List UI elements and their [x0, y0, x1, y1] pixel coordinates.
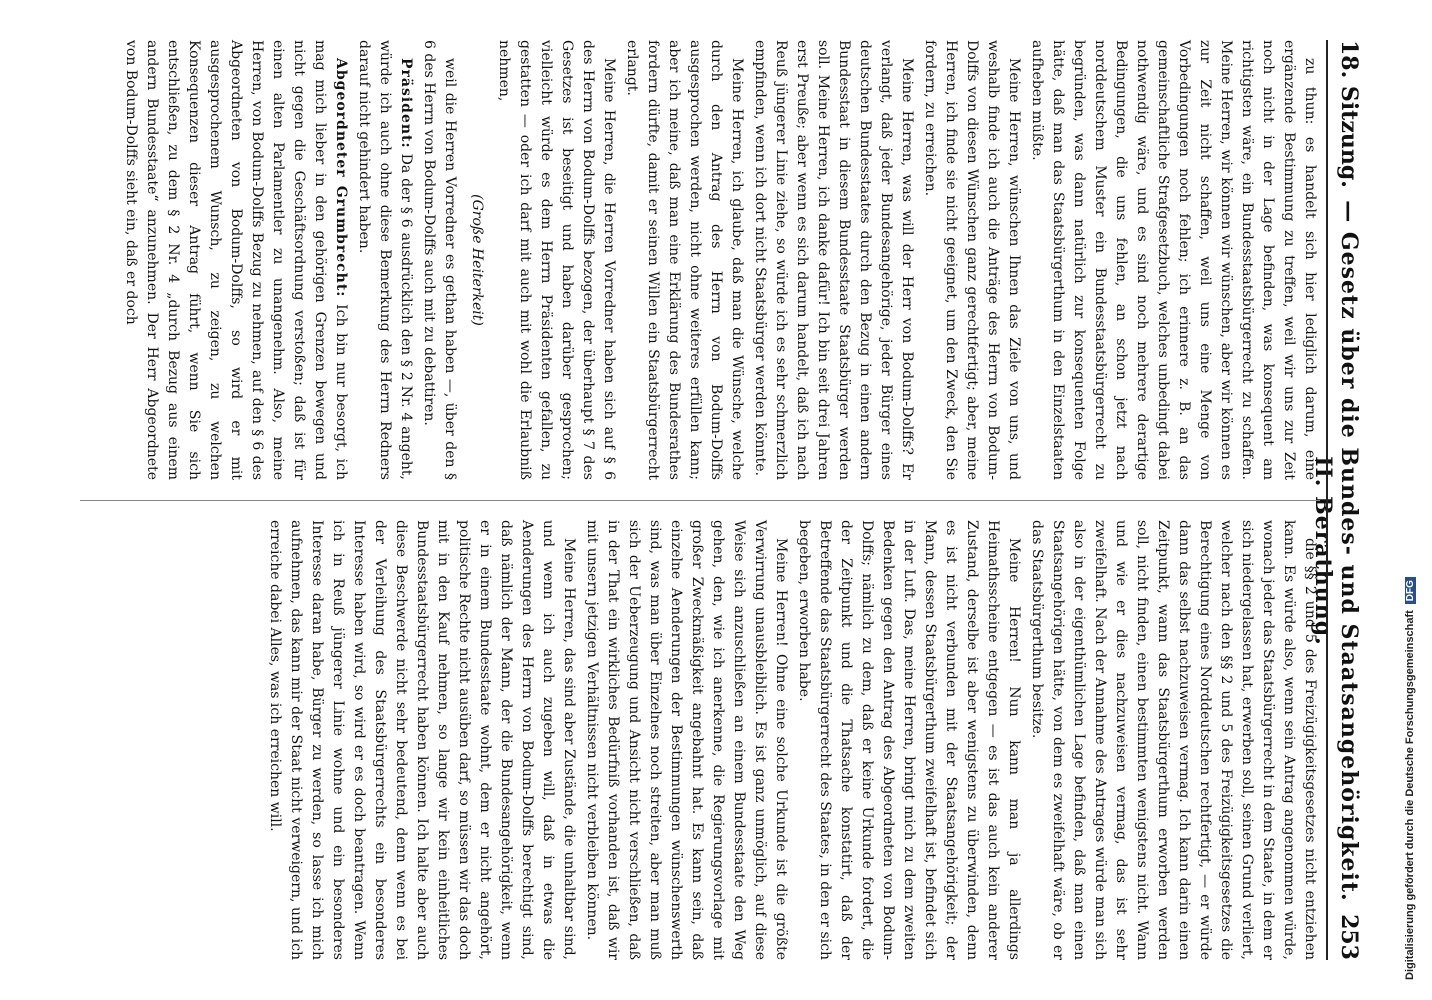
paragraph	[353, 40, 416, 480]
speech-text: Ich bin nur besorgt, ich mag mich lieber in den gehörigen Grenzen bewegen und nicht gegen die Geschäftsordnung verstoßen; daß ist für einen alten Parlamentler zu unangenehm. Also, meine Herren, von Bodum-Dolffs Bezug zu nehmen, auf den § 6 des Abgeordneten von Bodum-Dolffs, so wird er mit ausgesprochenem Wunsch, zu zeigen, zu welchen Konsequenzen dieser Antrag führt, wenn Sie sich entschließen, zu dem § 2 Nr. 4 „durch Bezug aus einem andern Bundesstaate“ anzunehmen. Der Herr Abgeordnete von Bodum-Dolffs sieht ein, daß er doch	[123, 40, 349, 481]
paragraph	[120, 40, 351, 480]
digitization-footer	[1404, 0, 1428, 1000]
paragraph: Meine Herren, wünschen Ihnen das Ziele von uns, und weshalb finde ich auch die Anträge des Herrn von Bodum-Dolffs von diesen Wünschen ganz gerechtfertigt; aber, meine Herren, ich finde sie nicht geeignet, um den Zweck, den Sie fordern, zu erreichen.	[922, 40, 1022, 480]
speech-text: Da der § 6 ausdrücklich den § 2 Nr. 4 angeht, würde ich auch ohne diese Bemerkung des Herrn Redners darauf nicht gehindert haben.	[356, 40, 414, 480]
paragraph: zu thun: es handelt sich hier lediglich darum, eine ergänzende Bestimmung zu treffen, weil wir uns zur Zeit noch nicht in der Lage befinden, was konsequent am richtigsten wäre, ein Bundesstaatsbürgerrecht zu schaffen. Meine Herren, wir können wir wünschen, aber wir können es zur Zeit nicht schaffen, weil uns eine Menge von Vorbedingungen noch fehlen; ich erinnere z. B. an das gemeinschaftliche Strafgesetzbuch, welches unbedingt dabei nothwendig wäre, und es sind noch mehrere derartige Bedingungen, die uns fehlen, an schon jetzt nach norddeutschem Muster ein Bundesstaatsbürgerrecht zu begründen, was dann natürlich zur konsequenten Folge hätte, daß man das Staatsbürgerthum in den Einzelstaaten aufheben müßte.	[1029, 40, 1318, 480]
paragraph: die §§ 2 und 5 des Freizügigkeitsgesetzes nicht entziehen kann. Es würde also, wenn sein Antrag angenommen würde, wonach jeder das Staatsbürgerrecht in dem Staate, in dem er sich niedergelassen hat, erwerben soll, seinen Grund verliert, welcher nach den §§ 2 und 5 des Freizügigkeitsgesetzes die Berechtigung eines Norddeutschen rechtfertigt, — er würde dann das selbst nachzuweisen vermag. Ich kann darin einen Zeitpunkt, wann das Staatsbürgerthum erworben werden soll, nicht finden, einen bestimmten wenigstens nicht. Wann und wie er dies nachzuweisen vermag, das ist sehr zweifelhaft. Nach der Annahme des Antrages würde man sich also in der eigenthümlichen Lage befinden, daß man einen Staatsangehörigen hätte, von dem es zweifelhaft wäre, ob er das Staatsbürgerthum besitze.	[1029, 520, 1318, 960]
column-divider	[80, 500, 1320, 501]
dfg-logo: DFG	[1405, 577, 1416, 604]
paragraph: Meine Herren! Ohne eine solche Urkunde ist die größte Verwirrung unausbleiblich. Es ist ganz unmöglich, auf diese Weise sich anzuschließen an einem Bundesstaate den Weg gehen, den, wie ich anerkenne, die Regierungsvorlage mit großer Zweckmäßigkeit angebahnt hat. Es kann sein, daß einzelne Aenderungen der Bestimmungen wünschenswerth sind, was man über Einzelnes noch streiten, aber man muß sich der Ueberzeugung und Ansicht nicht verschließen, daß in der That ein wirkliches Bedürfniß vorhanden ist, daß wir mit unsern jetzigen Verhältnissen nicht verbleiben können.	[584, 520, 789, 960]
speaker-grumbrecht: Abgeordneter Grumbrecht:	[333, 58, 349, 298]
left-column	[118, 40, 1320, 480]
paragraph: Meine Herren, das sind aber Zustände, die unhaltbar sind, und wenn ich auch zugeben will, daß in etwas die Aenderungen des Herrn von Bodum-Dolffs berechtigt sind, daß nämlich der Mann, der die Bundesangehörigkeit, wenn er in einem Bundesstaate wohnt, dem er nicht angehört, politische Rechte nicht ausüben darf, so müssen wir das doch mit in den Kauf nehmen, so lange wir kein einheitliches Bundesstaatsbürgerrecht haben können. Ich halte aber auch diese Beschwerde nicht sehr bedeutend, denn wenn es bei der Verleihung des Staatsbürgerrechts ein besonderes Interesse haben wird, so wird er es doch beantragen. Wenn ich in Reuß jüngerer Linie wohne und ein besonderes Interesse daran habe, Bürger zu werden, so lasse ich mich aufnehmen, das kann mir der Staat nicht verweigern, und ich erreiche dabei Alles, was ich erreichen will.	[267, 520, 577, 960]
right-column	[262, 520, 1320, 960]
interjection: (Große Heiterkeit)	[469, 194, 485, 326]
paragraph: Meine Herren, die Herren Vorredner haben sich auf § 6 des Herrn von Bodum-Dolffs bezogen, der überhaupt § 7 des Gesetzes ist beseitigt und haben darüber gesprochen; vielleicht würde es dem Herrn Präsidenten gefallen, zu gestatten — oder ich darf mit auch mit wohl die Erlaubniß nehmen,	[496, 40, 617, 480]
session-label: 18. Sitzung.	[1336, 40, 1362, 188]
page-number: 253	[1336, 914, 1362, 960]
digitization-credit: Digitalisierung gefördert durch die Deutsche Forschungsgemeinschaft	[1404, 610, 1416, 980]
paragraph: Meine Herren, ich glaube, daß man die Wünsche, welche durch den Antrag des Herrn von Bodum-Dolffs ausgesprochen werden, nicht ohne weiteres erfüllen kann; aber ich meine, daß man eine Erklärung des Bundesrathes fordern dürfte, damit er seinen Willen ein Staatsbürgerrecht erlangt.	[624, 40, 745, 480]
page-header	[1310, 40, 1362, 960]
paragraph: Meine Herren! Nun kann man ja allerdings Heimathsscheine entgegen — es ist das auch kein anderer Zustand, derselbe ist aber wenigstens zu überwinden, denn es ist nicht verbunden mit der Staatsangehörigkeit; der Mann, dessen Staatsbürgerthum zweifelhaft ist, befindet sich in der Luft. Das, meine Herren, bringt mich zu dem zweiten Bedenken gegen den Antrag des Abgeordneten von Bodum-Dolffs; nämlich zu dem, daß er keine Urkunde fordert, die der Zeitpunkt und die Thatsache konstatirt, daß der Betreffende das Staatsbürgerrecht des Staates, in den er sich begeben, erworben habe.	[796, 520, 1022, 960]
page-title: — Gesetz über die Bundes- und Staatsangehörigkeit. II. Berathung.	[1310, 200, 1362, 902]
paragraph: weil die Herren Vorredner es gethan haben —, über den § 6 des Herrn von Bodum-Dolffs auch mit zu debattiren.	[421, 40, 458, 480]
paragraph: Meine Herren, was will der Herr von Bodum-Dolffs? Er verlangt, daß jeder Bundesangehörige, jeder Bürger eines deutschen Bundesstaates durch den Bezug in einen andern Bundesstaat in diesem Bundesstaate Staatsbürger werden soll. Meine Herren, ich danke dafür! Ich bin seit drei Jahren erst Preuße; aber wenn es sich darum handelt, daß ich nach Reuß jüngerer Linie ziehe, so würde ich es sehr schmerzlich empfinden, wenn ich dort nicht Staatsbürger werden könnte.	[752, 40, 915, 480]
header-rule	[1326, 40, 1328, 960]
speaker-president: Präsident:	[398, 58, 414, 149]
